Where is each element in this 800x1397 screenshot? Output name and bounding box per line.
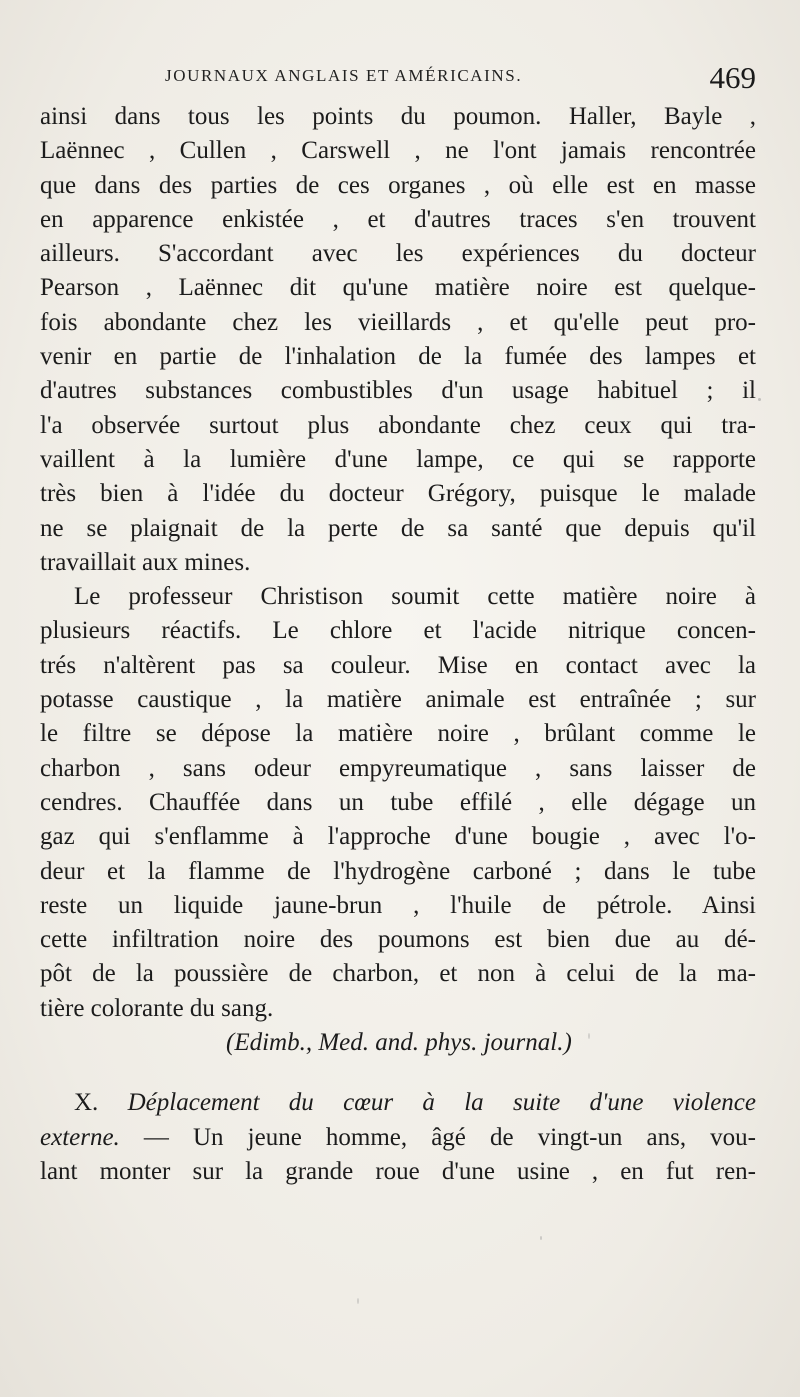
text-line: l'a observée surtout plus abondante chez ceux qui tra- — [40, 411, 756, 439]
page-header — [40, 60, 756, 100]
section-x — [40, 1086, 756, 1189]
text-line: ne se plaignait de la perte de sa santé que depuis qu'il — [40, 514, 756, 542]
text-line: ailleurs. S'accordant avec les expériences du docteur — [40, 240, 756, 268]
text-line: lant monter sur la grande roue d'une usine , en fut ren- — [40, 1157, 756, 1185]
text-line: reste un liquide jaune-brun , l'huile de pétrole. Ainsi — [40, 891, 756, 919]
paragraph-2 — [40, 580, 756, 1026]
paper-speck — [588, 1033, 590, 1039]
body-text — [40, 100, 756, 1189]
text-line: pôt de la poussière de charbon, et non à celui de la ma- — [40, 960, 756, 988]
paragraph-1 — [40, 100, 756, 580]
paper-speck — [357, 1298, 359, 1304]
text-line: Pearson , Laënnec dit qu'une matière noire est quelque- — [40, 274, 756, 302]
text-line: ainsi dans tous les points du poumon. Haller, Bayle , — [40, 103, 756, 130]
text-line: tière colorante du sang. — [40, 994, 274, 1022]
citation: (Edimb., Med. and. phys. journal.) — [226, 1029, 572, 1057]
paper-speck — [540, 1236, 542, 1240]
text-line: le filtre se dépose la matière noire , brûlant comme le — [40, 720, 756, 748]
text-line: trés n'altèrent pas sa couleur. Mise en contact avec la — [40, 651, 756, 679]
text-line: fois abondante chez les vieillards , et qu'elle peut pro- — [40, 308, 756, 336]
running-head: JOURNAUX ANGLAIS ET AMÉRICAINS. — [165, 66, 523, 85]
text-line: charbon , sans odeur empyreumatique , sans laisser de — [40, 754, 756, 782]
text-line: deur et la flamme de l'hydrogène carboné ; dans le tube — [40, 857, 756, 885]
text-line: très bien à l'idée du docteur Grégory, puisque le malade — [40, 480, 756, 508]
text-line: gaz qui s'enflamme à l'approche d'une bougie , avec l'o- — [40, 823, 756, 851]
text-line: que dans des parties de ces organes , où elle est en masse — [40, 171, 756, 199]
text-line: d'autres substances combustibles d'un usage habituel ; il — [40, 377, 756, 405]
paper-speck — [758, 398, 761, 401]
section-title-end: externe. — [40, 1123, 120, 1151]
text-line: cette infiltration noire des poumons est bien due au dé- — [40, 926, 756, 954]
text-line: Laënnec , Cullen , Carswell , ne l'ont jamais rencontrée — [40, 137, 756, 165]
section-heading-line — [40, 1086, 756, 1120]
section-numeral: X. — [74, 1089, 99, 1117]
text-line: plusieurs réactifs. Le chlore et l'acide nitrique concen- — [40, 617, 756, 645]
section-gap — [40, 1060, 756, 1086]
text-line: travaillait aux mines. — [40, 548, 251, 576]
section-title: Déplacement du cœur à la suite d'une violence — [127, 1089, 756, 1117]
text-line: venir en partie de l'inhalation de la fumée des lampes et — [40, 343, 756, 371]
page-number: 469 — [709, 60, 756, 95]
text-line: vaillent à la lumière d'une lampe, ce qui se rapporte — [40, 445, 756, 473]
text-line — [40, 1121, 756, 1155]
section-text: — Un jeune homme, âgé de vingt-un ans, vou- — [143, 1123, 756, 1151]
text-line: en apparence enkistée , et d'autres traces s'en trouvent — [40, 205, 756, 233]
text-line: cendres. Chauffée dans un tube effilé , elle dégage un — [40, 788, 756, 816]
text-line: potasse caustique , la matière animale est entraînée ; sur — [40, 686, 756, 714]
text-line: Le professeur Christison soumit cette matière noire à — [74, 583, 756, 611]
